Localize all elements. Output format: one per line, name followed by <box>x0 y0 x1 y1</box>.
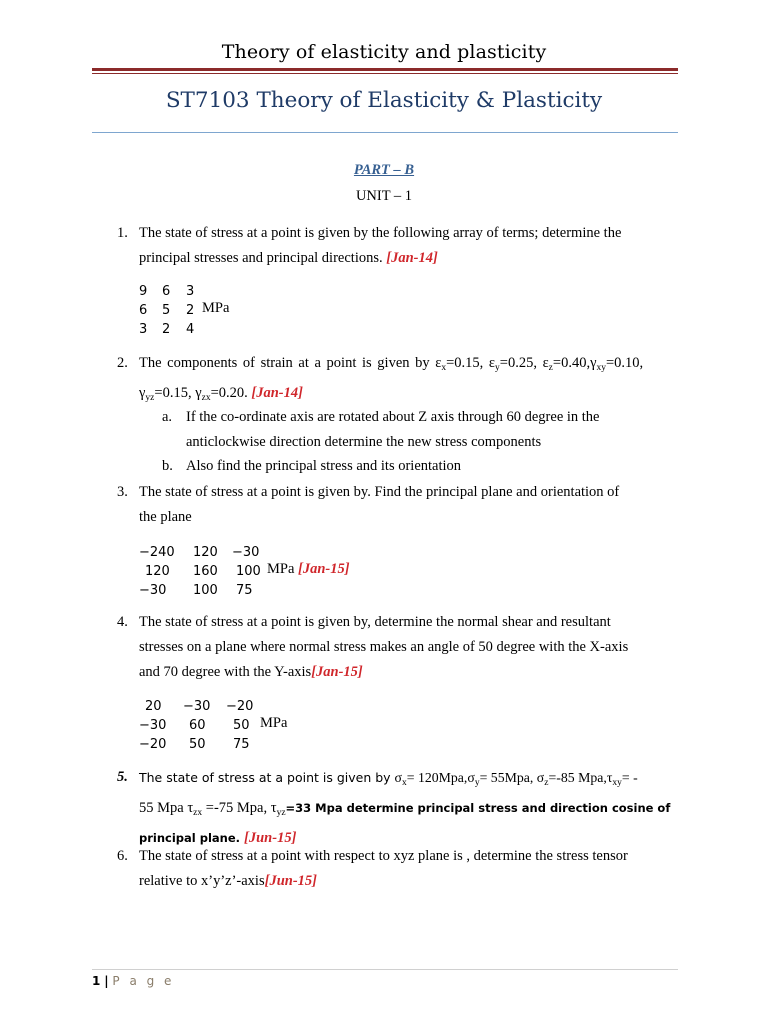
matrix-cell: −30 <box>183 699 211 714</box>
page-number: 1 <box>92 974 101 988</box>
page-separator: | <box>104 974 109 988</box>
matrix-cell: −30 <box>139 583 167 598</box>
q5-tag: [Jun-15] <box>244 830 297 846</box>
matrix-unit: MPa [Jan-15] <box>267 561 350 577</box>
q2-b-text: Also find the principal stress and its orientation <box>186 458 462 474</box>
matrix-cell: 120 <box>145 564 170 579</box>
matrix-cell: 120 <box>193 545 218 560</box>
matrix-cell: 50 <box>189 737 206 752</box>
matrix-cell: 100 <box>193 583 218 598</box>
matrix-cell: 5 <box>162 303 171 318</box>
matrix-cell: −30 <box>139 718 167 733</box>
title-rule <box>92 132 678 133</box>
q1-tag: [Jan-14] <box>386 250 438 266</box>
q2-line2: $\gamma_{yz}=0.15$, $\gamma_{zx}=0.20$. [Jan-14] <box>139 385 303 403</box>
q4-number: 4. <box>117 614 128 630</box>
matrix-cell: 75 <box>236 583 253 598</box>
matrix-cell: 3 <box>186 284 195 299</box>
matrix-cell: −30 <box>232 545 260 560</box>
page-footer <box>92 974 174 988</box>
q2-text <box>139 351 677 411</box>
q6-number: 6. <box>117 848 128 864</box>
matrix-unit: MPa <box>202 300 230 316</box>
matrix-cell: 160 <box>193 564 218 579</box>
matrix-cell: 9 <box>139 284 148 299</box>
matrix-cell: 50 <box>233 718 250 733</box>
q4-text: The state of stress at a point is given by, determine the normal shear and resultant stresses on a plane where normal stress makes an angle of 50 degree with the X-axis and 70 degree with the Y-axis[Jan-15] <box>139 614 629 680</box>
q3-number: 3. <box>117 484 128 500</box>
matrix-cell: −20 <box>139 737 167 752</box>
matrix-cell: 4 <box>186 322 195 337</box>
q3-tag: [Jan-15] <box>298 561 350 577</box>
matrix-cell: 6 <box>162 284 171 299</box>
matrix-cell: 6 <box>139 303 148 318</box>
part-heading: PART – B <box>353 162 415 178</box>
matrix-cell: 3 <box>139 322 148 337</box>
q2-tag: [Jan-14] <box>251 385 303 401</box>
matrix-cell: −240 <box>139 545 175 560</box>
q1-line2: principal stresses and principal directions. [Jan-14] <box>139 250 438 266</box>
header-rule-thin <box>92 73 678 74</box>
page-label: P a g e <box>112 974 175 988</box>
unit-heading: UNIT – 1 <box>355 188 413 204</box>
q2-line1: The components of strain at a point is given by $\varepsilon_x=0.15$, $\varepsilon_y=0.25$, $\varepsilon_z=0.40,\gamma_{xy}=0.10$, <box>139 355 644 373</box>
q6-tag: [Jun-15] <box>264 873 317 889</box>
q2-a-text: If the co-ordinate axis are rotated about Z axis through 60 degree in the anticlockwise direction determine the new stress components <box>186 409 600 450</box>
matrix-cell: 75 <box>233 737 250 752</box>
q1-text <box>139 221 675 271</box>
matrix-cell: 2 <box>186 303 195 318</box>
q4-tag: [Jan-15] <box>311 664 363 680</box>
q1-line1: The state of stress at a point is given by the following array of terms; determine the <box>139 225 622 241</box>
matrix-cell: 60 <box>189 718 206 733</box>
q2-b-label: b. <box>162 458 173 474</box>
matrix-cell: 2 <box>162 322 171 337</box>
document-title: ST7103 Theory of Elasticity & Plasticity <box>165 88 603 113</box>
q2-a-label: a. <box>162 409 173 425</box>
q2-number: 2. <box>117 355 128 371</box>
q5-text: The state of stress at a point is given by $\sigma_x= 120Mpa,\sigma_y= 55Mpa$, $\sigma_z=-85$ $Mpa,\tau_{xy}=$ - 55 Mpa $\tau_{zx} =-75$ Mpa, $\tau_{yz}=33$ Mpa determine principal stress and direction cosine of principal plane. [Jun-15] <box>139 770 671 846</box>
matrix-cell: 100 <box>236 564 261 579</box>
matrix-cell: −20 <box>226 699 254 714</box>
header-rule-thick <box>92 68 678 71</box>
running-header: Theory of elasticity and plasticity <box>221 41 547 63</box>
footer-rule <box>92 969 678 970</box>
q3-text: The state of stress at a point is given by. Find the principal plane and orientation of the plane <box>139 484 620 525</box>
matrix-cell: 20 <box>145 699 162 714</box>
q6-text: The state of stress at a point with respect to xyz plane is , determine the stress tensor relative to x’y’z’-axis[Jun-15] <box>139 848 628 889</box>
q1-number: 1. <box>117 225 128 241</box>
q5-number: 5. <box>117 769 128 785</box>
matrix-unit: MPa <box>260 715 288 731</box>
